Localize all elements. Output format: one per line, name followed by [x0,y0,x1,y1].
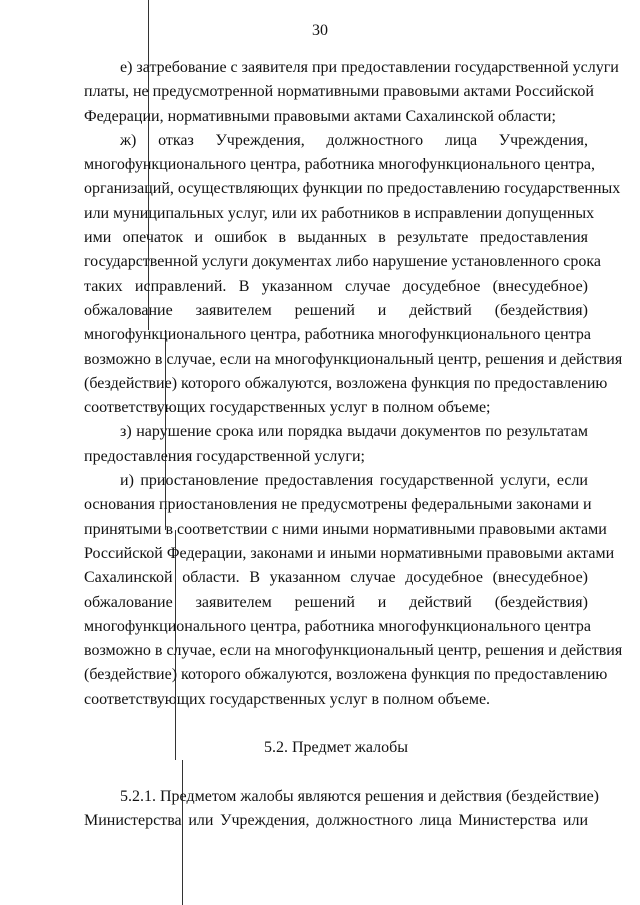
text-line: многофункционального центра, работника многофункционального центра [84,617,591,635]
text-line: основания приостановления не предусмотрены федеральными законами и [84,496,592,514]
section-heading: 5.2. Предмет жалобы [264,739,408,757]
document-body [84,56,623,834]
page-number: 30 [312,22,328,39]
text-line: Сахалинской области. В указанном случае досудебное (внесудебное) [84,569,588,587]
text-line: государственной услуги документах либо нарушение установленного срока [84,253,601,271]
section-paragraph [84,785,599,834]
text-line: 5.2.1. Предметом жалобы являются решения и действия (бездействие) [120,787,599,805]
text-line: принятыми в соответствии с ними иными нормативными правовыми актами [84,520,607,538]
text-line: Российской Федерации, законами и иными нормативными правовыми актами [84,544,615,562]
text-line: ими опечаток и ошибок в выданных в результате предоставления [84,229,588,247]
text-line: Федерации, нормативными правовыми актами Сахалинской области; [84,107,556,125]
text-line: или муниципальных услуг, или их работников в исправлении допущенных [84,204,595,222]
paragraphs-list [84,56,623,712]
text-line: многофункционального центра, работника многофункционального центра [84,326,591,344]
text-line: предоставления государственной услуги; [84,447,365,465]
text-line: возможно в случае, если на многофункциональный центр, решения и действия [84,642,623,660]
text-line: обжалование заявителем решений и действий (бездействия) [84,593,588,611]
text-line: Министерства или Учреждения, должностного лица Министерства или [84,812,588,830]
text-line: ж) отказ Учреждения, должностного лица Учреждения, [120,131,588,149]
text-line: организаций, осуществляющих функции по предоставлению государственных [84,180,621,198]
text-line: з) нарушение срока или порядка выдачи документов по результатам [120,423,588,441]
text-line: возможно в случае, если на многофункциональный центр, решения и действия [84,350,623,368]
text-line: таких исправлений. В указанном случае досудебное (внесудебное) [84,277,588,295]
text-line: (бездействие) которого обжалуются, возложена функция по предоставлению [84,374,608,392]
text-line: обжалование заявителем решений и действий (бездействия) [84,301,588,319]
text-line: соответствующих государственных услуг в полном объеме; [84,399,491,417]
text-line: соответствующих государственных услуг в полном объеме. [84,690,491,708]
text-line: и) приостановление предоставления государственной услуги, если [120,472,588,490]
text-line: (бездействие) которого обжалуются, возложена функция по предоставлению [84,666,608,684]
text-line: е) затребование с заявителя при предоставлении государственной услуги [120,59,619,76]
text-line: платы, не предусмотренной нормативными правовыми актами Российской [84,83,594,101]
text-line: многофункционального центра, работника многофункционального центра, [84,156,595,174]
